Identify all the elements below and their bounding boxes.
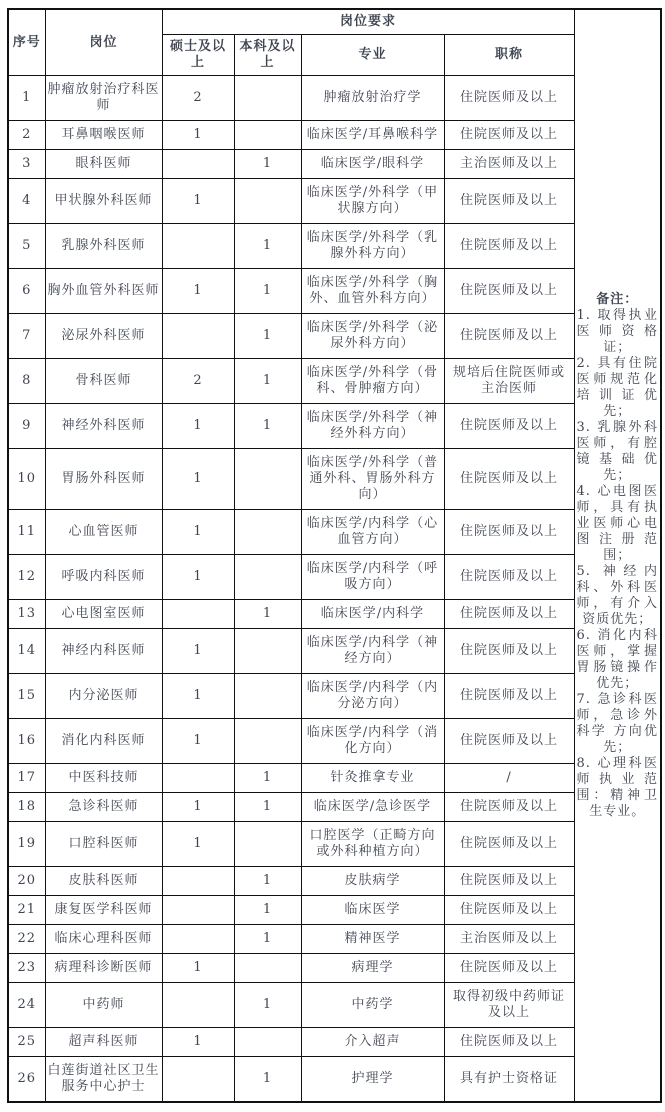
cell-serial-number: 8 <box>8 359 45 404</box>
cell-professional-title: 住院医师及以上 <box>444 269 574 314</box>
cell-serial-number: 17 <box>8 764 45 793</box>
cell-master-count: 1 <box>162 629 234 674</box>
cell-major: 临床医学/外科学（乳腺外科方向） <box>301 224 444 269</box>
cell-professional-title: 住院医师及以上 <box>444 449 574 510</box>
table-row <box>8 404 661 449</box>
cell-serial-number: 7 <box>8 314 45 359</box>
cell-position-name: 心电图室医师 <box>45 600 162 629</box>
cell-master-count: 1 <box>162 121 234 150</box>
cell-major: 临床医学/内科学（心血管方向） <box>301 510 444 555</box>
table-row <box>8 359 661 404</box>
cell-bachelor-count: 1 <box>234 269 301 314</box>
table-row <box>8 793 661 822</box>
cell-serial-number: 5 <box>8 224 45 269</box>
cell-master-count <box>162 764 234 793</box>
cell-master-count: 1 <box>162 793 234 822</box>
cell-serial-number: 23 <box>8 954 45 983</box>
remarks-item: 4. 心电图医师，具有执业医师心电图注册范围； <box>576 483 659 563</box>
cell-major: 肿瘤放射治疗学 <box>301 76 444 121</box>
cell-serial-number: 13 <box>8 600 45 629</box>
cell-serial-number: 10 <box>8 449 45 510</box>
remarks-item: 5. 神经内科、外科医师，有介入资质优先； <box>576 563 659 627</box>
cell-professional-title: 住院医师及以上 <box>444 867 574 896</box>
cell-bachelor-count: 1 <box>234 793 301 822</box>
cell-bachelor-count <box>234 555 301 600</box>
cell-position-name: 康复医学科医师 <box>45 896 162 925</box>
cell-master-count: 2 <box>162 76 234 121</box>
cell-major: 临床医学/内科学（神经方向） <box>301 629 444 674</box>
cell-bachelor-count <box>234 822 301 867</box>
cell-bachelor-count: 1 <box>234 600 301 629</box>
cell-position-name: 耳鼻咽喉医师 <box>45 121 162 150</box>
cell-bachelor-count: 1 <box>234 404 301 449</box>
cell-master-count <box>162 867 234 896</box>
cell-professional-title: 住院医师及以上 <box>444 822 574 867</box>
cell-professional-title: 主治医师及以上 <box>444 925 574 954</box>
recruitment-table <box>7 8 662 1103</box>
cell-serial-number: 21 <box>8 896 45 925</box>
cell-professional-title: 规培后住院医师或主治医师 <box>444 359 574 404</box>
header-col-position: 岗位 <box>45 9 162 76</box>
cell-major: 精神医学 <box>301 925 444 954</box>
cell-serial-number: 19 <box>8 822 45 867</box>
cell-professional-title: 住院医师及以上 <box>444 121 574 150</box>
header-col-requirements: 岗位要求 <box>162 9 574 35</box>
table-row <box>8 269 661 314</box>
cell-professional-title: 住院医师及以上 <box>444 954 574 983</box>
cell-major: 临床医学/外科学（胸外、血管外科方向） <box>301 269 444 314</box>
cell-bachelor-count: 1 <box>234 925 301 954</box>
cell-position-name: 胃肠外科医师 <box>45 449 162 510</box>
cell-position-name: 超声科医师 <box>45 1028 162 1057</box>
cell-major: 临床医学/眼科学 <box>301 150 444 179</box>
cell-bachelor-count <box>234 719 301 764</box>
cell-serial-number: 6 <box>8 269 45 314</box>
cell-major: 皮肤病学 <box>301 867 444 896</box>
cell-master-count: 1 <box>162 822 234 867</box>
cell-major: 针灸推拿专业 <box>301 764 444 793</box>
cell-master-count <box>162 896 234 925</box>
cell-position-name: 口腔科医师 <box>45 822 162 867</box>
remarks-item: 6. 消化内科医师，掌握胃肠镜操作优先； <box>576 627 659 691</box>
cell-bachelor-count: 1 <box>234 896 301 925</box>
cell-position-name: 皮肤科医师 <box>45 867 162 896</box>
cell-professional-title: 住院医师及以上 <box>444 404 574 449</box>
table-row <box>8 150 661 179</box>
cell-serial-number: 11 <box>8 510 45 555</box>
cell-major: 介入超声 <box>301 1028 444 1057</box>
cell-master-count <box>162 925 234 954</box>
cell-master-count: 1 <box>162 510 234 555</box>
cell-master-count: 1 <box>162 1028 234 1057</box>
cell-bachelor-count <box>234 121 301 150</box>
cell-master-count <box>162 983 234 1028</box>
cell-professional-title: 主治医师及以上 <box>444 150 574 179</box>
table-row <box>8 629 661 674</box>
cell-professional-title: 住院医师及以上 <box>444 314 574 359</box>
cell-master-count: 2 <box>162 359 234 404</box>
cell-major: 口腔医学（正畸方向或外科种植方向） <box>301 822 444 867</box>
table-row <box>8 925 661 954</box>
table-row <box>8 719 661 764</box>
table-row <box>8 954 661 983</box>
cell-professional-title: 住院医师及以上 <box>444 600 574 629</box>
table-row <box>8 555 661 600</box>
cell-serial-number: 18 <box>8 793 45 822</box>
header-col-major: 专业 <box>301 35 444 76</box>
table-row <box>8 674 661 719</box>
remarks-item: 3. 乳腺外科医师，有腔镜基础优先； <box>576 419 659 483</box>
cell-professional-title: 住院医师及以上 <box>444 510 574 555</box>
cell-master-count <box>162 224 234 269</box>
cell-professional-title: 住院医师及以上 <box>444 224 574 269</box>
cell-professional-title: 取得初级中药师证及以上 <box>444 983 574 1028</box>
cell-master-count <box>162 600 234 629</box>
cell-bachelor-count <box>234 629 301 674</box>
table-row <box>8 224 661 269</box>
cell-bachelor-count: 1 <box>234 983 301 1028</box>
cell-professional-title: 住院医师及以上 <box>444 793 574 822</box>
cell-serial-number: 26 <box>8 1057 45 1103</box>
table-row <box>8 764 661 793</box>
cell-master-count <box>162 1057 234 1103</box>
cell-position-name: 急诊科医师 <box>45 793 162 822</box>
table-row <box>8 822 661 867</box>
cell-master-count: 1 <box>162 674 234 719</box>
remarks-item: 7. 急诊科医师，急诊外科学 方向优先； <box>576 691 659 755</box>
header-col-master: 硕士及以上 <box>162 35 234 76</box>
cell-position-name: 泌尿外科医师 <box>45 314 162 359</box>
cell-major: 临床医学 <box>301 896 444 925</box>
cell-position-name: 乳腺外科医师 <box>45 224 162 269</box>
table-row <box>8 510 661 555</box>
cell-professional-title: 住院医师及以上 <box>444 555 574 600</box>
table-row <box>8 121 661 150</box>
cell-bachelor-count <box>234 449 301 510</box>
remarks-list <box>577 308 659 820</box>
remarks-item: 2. 具有住院医师规范化培训证优先； <box>576 355 659 419</box>
cell-master-count: 1 <box>162 449 234 510</box>
table-row <box>8 896 661 925</box>
cell-serial-number: 9 <box>8 404 45 449</box>
cell-professional-title: 住院医师及以上 <box>444 674 574 719</box>
cell-serial-number: 3 <box>8 150 45 179</box>
table-row <box>8 314 661 359</box>
cell-professional-title: 住院医师及以上 <box>444 76 574 121</box>
cell-professional-title: 住院医师及以上 <box>444 896 574 925</box>
cell-position-name: 白莲街道社区卫生服务中心护士 <box>45 1057 162 1103</box>
cell-master-count <box>162 314 234 359</box>
cell-bachelor-count: 1 <box>234 314 301 359</box>
cell-bachelor-count: 1 <box>234 224 301 269</box>
cell-professional-title: 具有护士资格证 <box>444 1057 574 1103</box>
cell-master-count: 1 <box>162 954 234 983</box>
cell-bachelor-count <box>234 954 301 983</box>
cell-major: 临床医学/内科学（消化方向） <box>301 719 444 764</box>
cell-bachelor-count: 1 <box>234 150 301 179</box>
cell-serial-number: 14 <box>8 629 45 674</box>
cell-position-name: 临床心理科医师 <box>45 925 162 954</box>
cell-major: 临床医学/外科学（骨科、骨肿瘤方向） <box>301 359 444 404</box>
header-col-bachelor: 本科及以上 <box>234 35 301 76</box>
cell-serial-number: 16 <box>8 719 45 764</box>
header-col-no: 序号 <box>8 9 45 76</box>
table-row <box>8 867 661 896</box>
table-row <box>8 76 661 121</box>
header-col-title: 职称 <box>444 35 574 76</box>
cell-serial-number: 20 <box>8 867 45 896</box>
cell-serial-number: 25 <box>8 1028 45 1057</box>
cell-major: 护理学 <box>301 1057 444 1103</box>
cell-master-count: 1 <box>162 719 234 764</box>
cell-major: 临床医学/外科学（泌尿外科方向） <box>301 314 444 359</box>
cell-position-name: 甲状腺外科医师 <box>45 179 162 224</box>
cell-position-name: 呼吸内科医师 <box>45 555 162 600</box>
cell-bachelor-count <box>234 76 301 121</box>
table-row <box>8 600 661 629</box>
cell-professional-title: 住院医师及以上 <box>444 1028 574 1057</box>
cell-professional-title: 住院医师及以上 <box>444 179 574 224</box>
cell-major: 临床医学/内科学（内分泌方向） <box>301 674 444 719</box>
remarks-title: 备注： <box>596 291 639 307</box>
cell-position-name: 肿瘤放射治疗科医师 <box>45 76 162 121</box>
cell-master-count: 1 <box>162 555 234 600</box>
cell-serial-number: 22 <box>8 925 45 954</box>
cell-serial-number: 12 <box>8 555 45 600</box>
cell-position-name: 骨科医师 <box>45 359 162 404</box>
cell-major: 临床医学/内科学 <box>301 600 444 629</box>
cell-master-count: 1 <box>162 269 234 314</box>
remarks-cell <box>574 9 661 1102</box>
cell-serial-number: 1 <box>8 76 45 121</box>
cell-bachelor-count <box>234 1028 301 1057</box>
cell-professional-title: 住院医师及以上 <box>444 719 574 764</box>
cell-position-name: 神经内科医师 <box>45 629 162 674</box>
cell-major: 临床医学/外科学（神经外科方向） <box>301 404 444 449</box>
cell-serial-number: 15 <box>8 674 45 719</box>
cell-bachelor-count <box>234 674 301 719</box>
cell-bachelor-count: 1 <box>234 1057 301 1103</box>
table-row <box>8 449 661 510</box>
cell-position-name: 中药师 <box>45 983 162 1028</box>
cell-serial-number: 2 <box>8 121 45 150</box>
cell-bachelor-count: 1 <box>234 359 301 404</box>
table-row <box>8 1057 661 1103</box>
cell-professional-title: / <box>444 764 574 793</box>
header-row-top <box>8 9 661 35</box>
cell-position-name: 眼科医师 <box>45 150 162 179</box>
cell-bachelor-count: 1 <box>234 867 301 896</box>
cell-position-name: 中医科技师 <box>45 764 162 793</box>
cell-position-name: 神经外科医师 <box>45 404 162 449</box>
remarks-item: 1. 取得执业医师资格证； <box>576 307 659 355</box>
cell-major: 临床医学/急诊医学 <box>301 793 444 822</box>
cell-position-name: 胸外血管外科医师 <box>45 269 162 314</box>
cell-bachelor-count: 1 <box>234 764 301 793</box>
cell-major: 临床医学/内科学（呼吸方向） <box>301 555 444 600</box>
cell-position-name: 病理科诊断医师 <box>45 954 162 983</box>
cell-major: 病理学 <box>301 954 444 983</box>
table-row <box>8 179 661 224</box>
cell-professional-title: 住院医师及以上 <box>444 629 574 674</box>
table-row <box>8 983 661 1028</box>
cell-master-count: 1 <box>162 404 234 449</box>
cell-major: 临床医学/外科学（甲状腺方向） <box>301 179 444 224</box>
remarks-item: 8. 心理科医师执业范围：精神卫生专业。 <box>576 755 659 819</box>
cell-master-count: 1 <box>162 179 234 224</box>
cell-master-count <box>162 150 234 179</box>
cell-serial-number: 4 <box>8 179 45 224</box>
cell-position-name: 内分泌医师 <box>45 674 162 719</box>
cell-major: 临床医学/耳鼻喉科学 <box>301 121 444 150</box>
cell-major: 中药学 <box>301 983 444 1028</box>
cell-position-name: 消化内科医师 <box>45 719 162 764</box>
cell-serial-number: 24 <box>8 983 45 1028</box>
cell-bachelor-count <box>234 510 301 555</box>
cell-bachelor-count <box>234 179 301 224</box>
cell-position-name: 心血管医师 <box>45 510 162 555</box>
cell-major: 临床医学/外科学（普通外科、胃肠外科方向） <box>301 449 444 510</box>
table-row <box>8 1028 661 1057</box>
